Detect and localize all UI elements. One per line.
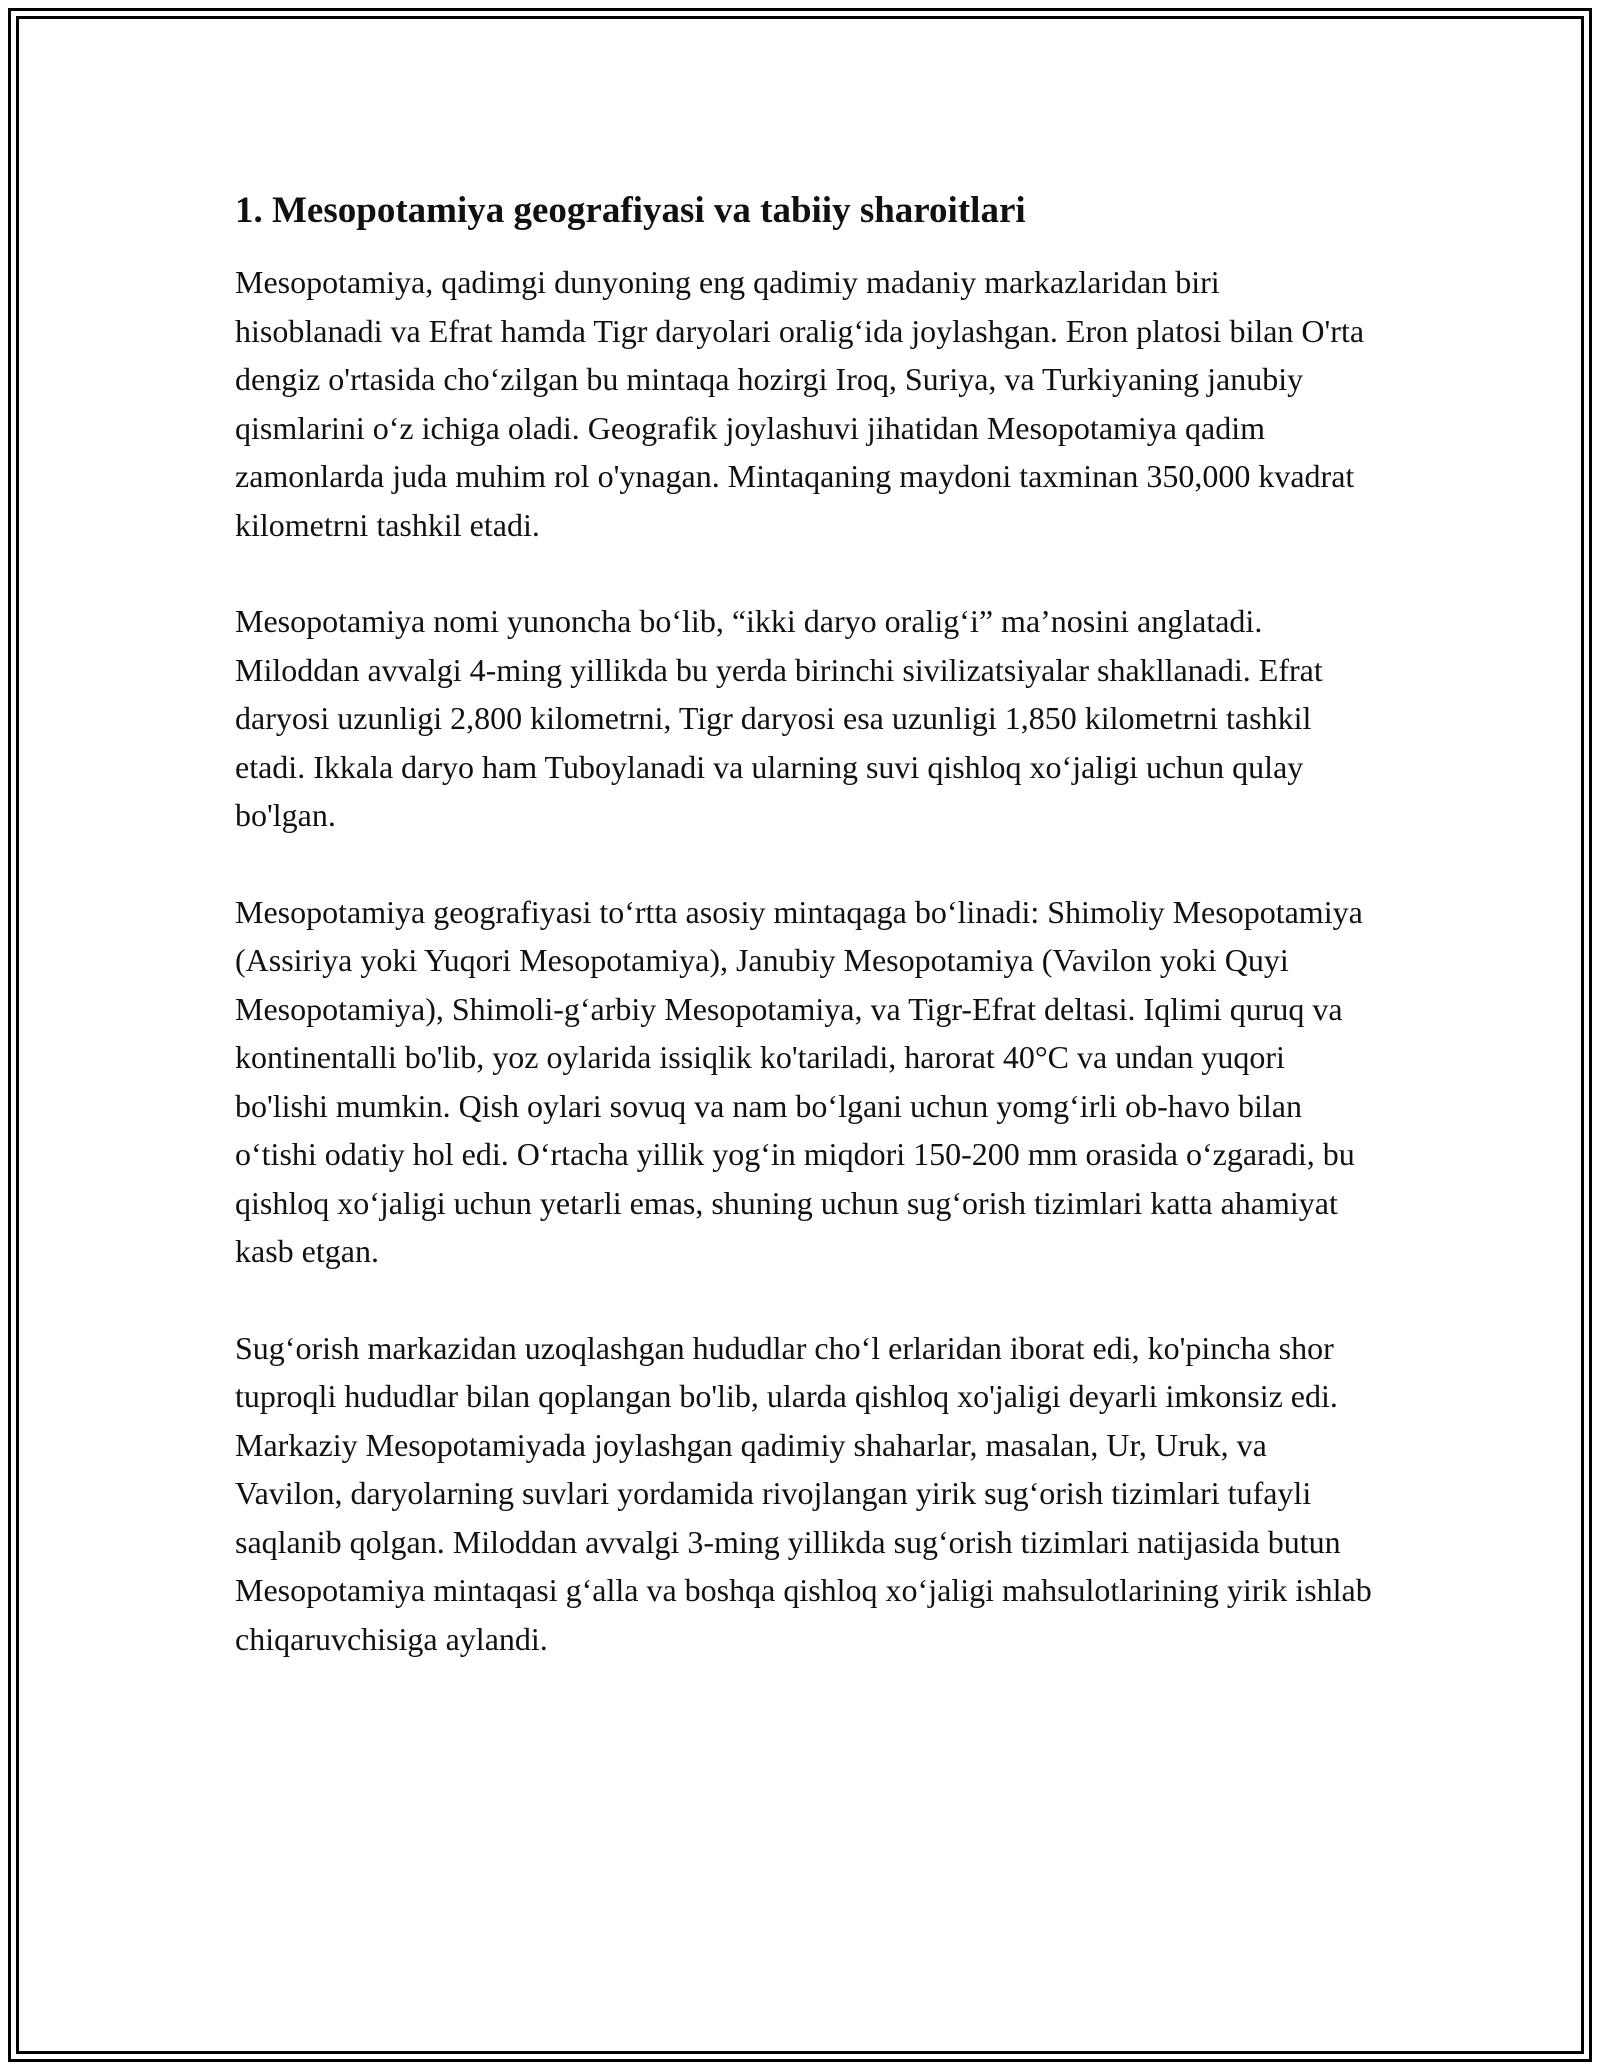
paragraph-4: Sug‘orish markazidan uzoqlashgan hududlar cho‘l erlaridan iborat edi, ko'pincha shor tuproqli hududlar bilan qoplangan bo'lib, ularda qishloq xo'jaligi deyarli imkonsiz edi. Markaziy Mesopotamiyada joylashgan qadimiy shaharlar, masalan, Ur, Uruk, va Vavilon, daryolarning suvlari yordamida rivojlangan yirik sug‘orish tizimlari tufayli saqlanib qolgan. Miloddan avvalgi 3-ming yillikda sug‘orish tizimlari natijasida butun Mesopotamiya mintaqasi g‘alla va boshqa qishloq xo‘jaligi mahsulotlarining yirik ishlab chiqaruvchisiga aylandi.: [235, 1329, 1372, 1657]
paragraph-1: Mesopotamiya, qadimgi dunyoning eng qadimiy madaniy markazlaridan biri hisoblanadi va Efrat hamda Tigr daryolari oralig‘ida joylashgan. Eron platosi bilan O'rta dengiz o'rtasida cho‘zilgan bu mintaqa hozirgi Iroq, Suriya, va Turkiyaning janubiy qismlarini o‘z ichiga oladi. Geografik joylashuvi jihatidan Mesopotamiya qadim zamonlarda juda muhim rol o'ynagan. Mintaqaning maydoni taxminan 350,000 kvadrat kilometrni tashkil etadi.: [235, 264, 1365, 543]
section-heading: 1. Mesopotamiya geografiyasi va tabiiy sharoitlari: [235, 190, 1026, 231]
paragraph-3: Mesopotamiya geografiyasi to‘rtta asosiy mintaqaga bo‘linadi: Shimoliy Mesopotamiya (Assiriya yoki Yuqori Mesopotamiya), Janubiy Mesopotamiya (Vavilon yoki Quyi Mesopotamiya), Shimoli-g‘arbiy Mesopotamiya, va Tigr-Efrat deltasi. Iqlimi quruq va kontinentalli bo'lib, yoz oylarida issiqlik ko'tariladi, harorat 40°C va undan yuqori bo'lishi mumkin. Qish oylari sovuq va nam bo‘lgani uchun yomg‘irli ob-havo bilan o‘tishi odatiy hol edi. O‘rtacha yillik yog‘in miqdori 150-200 mm orasida o‘zgaradi, bu qishloq xo‘jaligi uchun yetarli emas, shuning uchun sug‘orish tizimlari katta ahamiyat kasb etgan.: [235, 893, 1363, 1269]
paragraph-2: Mesopotamiya nomi yunoncha bo‘lib, “ikki daryo oralig‘i” ma’nosini anglatadi. Miloddan avvalgi 4-ming yillikda bu yerda birinchi sivilizatsiyalar shakllanadi. Efrat daryosi uzunligi 2,800 kilometrni, Tigr daryosi esa uzunligi 1,850 kilometrni tashkil etadi. Ikkala daryo ham Tuboylanadi va ularning suvi qishloq xo‘jaligi uchun qulay bo'lgan.: [235, 603, 1323, 833]
document-body: [235, 186, 1375, 1711]
